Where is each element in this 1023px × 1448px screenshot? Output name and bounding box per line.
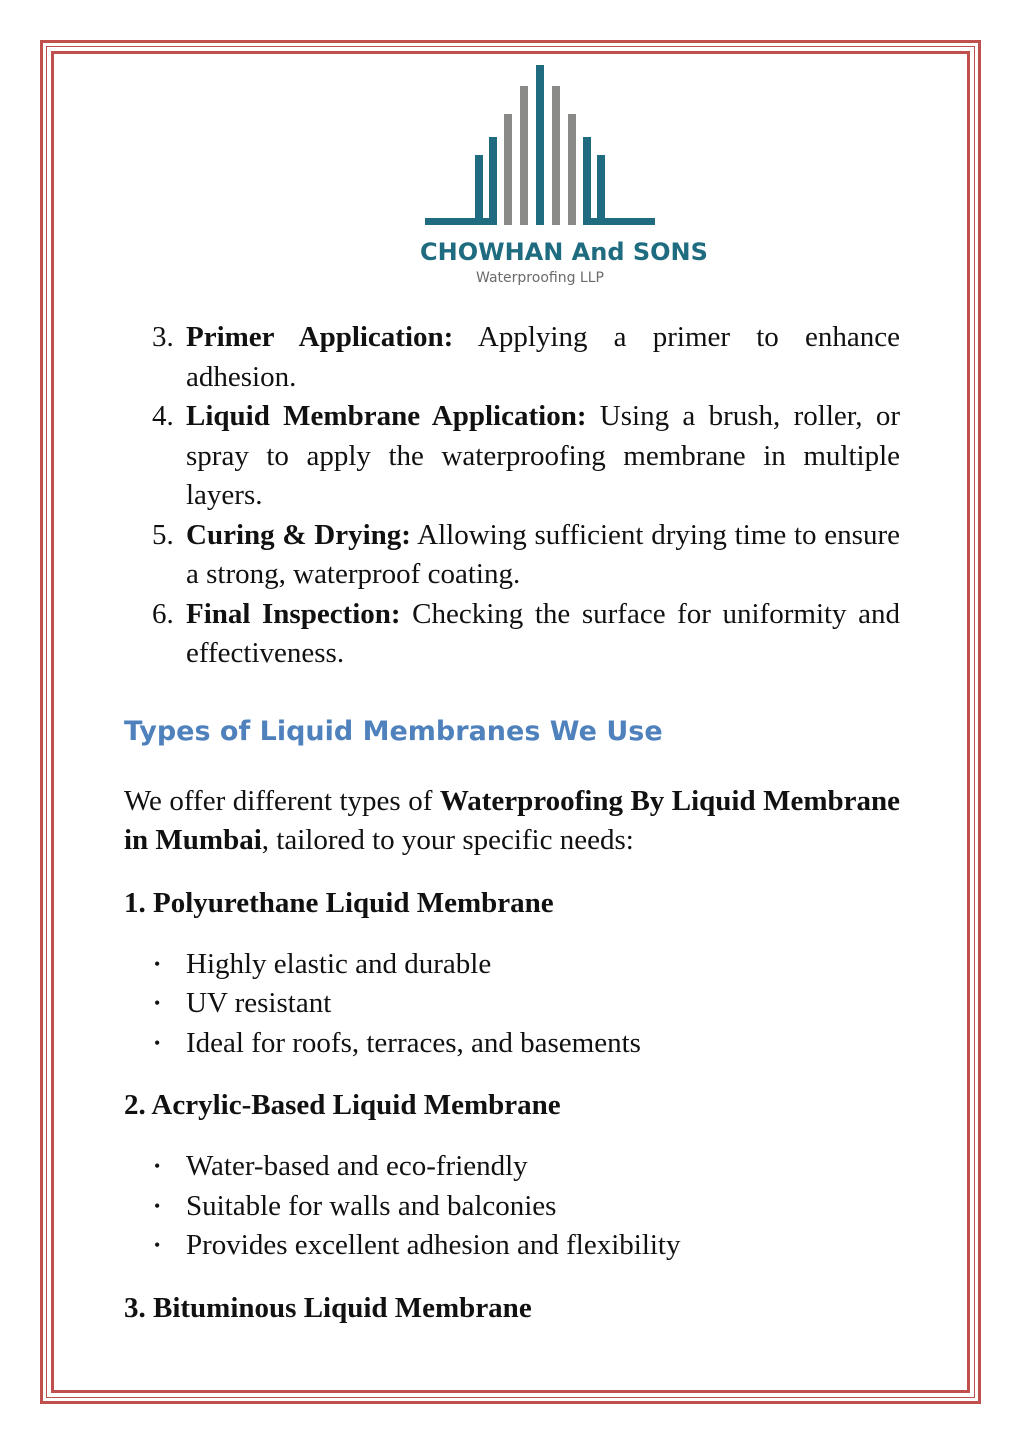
list-item — [124, 984, 900, 1024]
bullet-icon: • — [154, 1156, 161, 1176]
step-number: 6. — [152, 597, 174, 630]
bullet-icon: • — [154, 1032, 161, 1053]
bullet-icon: • — [154, 1195, 161, 1216]
company-subtitle: Waterproofing LLP — [476, 270, 604, 286]
section-heading: Types of Liquid Membranes We Use — [124, 715, 663, 747]
step-text: Allowing sufficient drying time to ensure a strong, waterproof coating. — [186, 518, 900, 590]
process-steps-list — [124, 318, 900, 674]
list-item — [124, 1226, 900, 1266]
intro-text: We offer different types of — [124, 784, 440, 817]
step-number: 5. — [152, 518, 174, 551]
step-text: Using a brush, roller, or spray to apply the waterproofing membrane in multiple layers. — [186, 400, 900, 511]
company-name: CHOWHAN And SONS — [420, 238, 708, 266]
step-title: Curing & Drying: — [186, 518, 411, 551]
bullet-text: Provides excellent adhesion and flexibility — [186, 1229, 681, 1261]
list-item — [124, 1187, 900, 1227]
step-text: Applying a primer to enhance adhesion. — [186, 321, 900, 393]
company-logo — [420, 62, 708, 292]
bullet-text: Water-based and eco-friendly — [186, 1150, 528, 1182]
step-title: Primer Application: — [186, 321, 454, 353]
step-number: 4. — [152, 400, 174, 432]
polyurethane-bullets — [124, 945, 900, 1064]
bullet-icon: • — [154, 1235, 161, 1255]
step-text: Checking the surface for uniformity and effectiveness. — [186, 597, 900, 669]
step-title: Liquid Membrane Application: — [186, 400, 587, 432]
list-item — [124, 516, 900, 595]
bullet-text: Suitable for walls and balconies — [186, 1189, 557, 1222]
intro-keyword: Waterproofing By Liquid Membrane in Mumbai — [124, 784, 900, 856]
bullet-icon: • — [154, 953, 161, 974]
building-icon — [420, 62, 660, 238]
step-number: 3. — [152, 321, 174, 353]
intro-paragraph — [124, 782, 900, 861]
list-item — [124, 595, 900, 674]
step-title: Final Inspection: — [186, 597, 401, 630]
bullet-text: Ideal for roofs, terraces, and basements — [186, 1026, 641, 1059]
bullet-text: Highly elastic and durable — [186, 947, 492, 980]
document-body — [124, 318, 900, 1328]
intro-text-end: , tailored to your specific needs: — [261, 824, 634, 856]
list-item — [124, 318, 900, 397]
list-item — [124, 397, 900, 516]
list-item — [124, 1024, 900, 1064]
list-item — [124, 945, 900, 985]
bullet-icon: • — [154, 993, 161, 1013]
bullet-text: UV resistant — [186, 987, 332, 1019]
list-item — [124, 1147, 900, 1187]
type-heading-bituminous: 3. Bituminous Liquid Membrane — [124, 1291, 532, 1324]
type-heading-acrylic: 2. Acrylic-Based Liquid Membrane — [124, 1089, 561, 1121]
type-heading-polyurethane: 1. Polyurethane Liquid Membrane — [124, 886, 554, 919]
acrylic-bullets — [124, 1147, 900, 1266]
